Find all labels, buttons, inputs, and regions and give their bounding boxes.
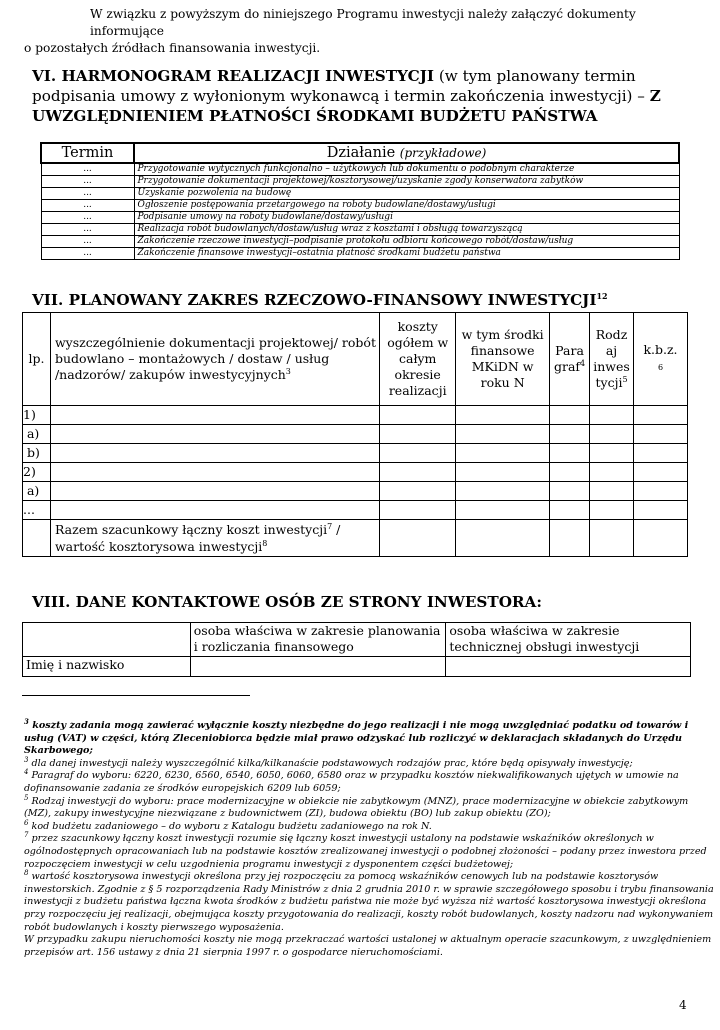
scope-row (23, 463, 688, 482)
schedule-row (41, 236, 679, 248)
footnote-6-num: 6 (24, 818, 29, 827)
scope-cell[interactable] (550, 501, 590, 520)
schedule-activity: Przygotowanie wytycznych funkcjonalno – użytkowych lub dokumentu o podobnym charakterze (134, 163, 679, 176)
scope-col-description-label: wyszczególnienie dokumentacji projektowej/ robót budowlano – montażowych / dostaw / usług /nadzorów/ zakupów inwestycyjnych (54, 335, 376, 382)
contact-corner (23, 623, 191, 657)
schedule-term: ... (41, 163, 134, 176)
scope-cell[interactable] (456, 406, 550, 425)
footnote-8 (24, 868, 714, 934)
footnote-5 (24, 793, 714, 821)
scope-cell[interactable] (380, 406, 456, 425)
footnote-separator (22, 695, 250, 696)
scope-cell[interactable] (380, 463, 456, 482)
schedule-activity: Uzyskanie pozwolenia na budowę (134, 188, 679, 200)
section-7-heading (32, 291, 608, 309)
scope-row-lp: 1) (23, 406, 51, 425)
scope-row (23, 482, 688, 501)
scope-cell[interactable] (550, 425, 590, 444)
scope-cell[interactable] (50, 406, 379, 425)
footnotes (24, 716, 714, 959)
footnote-5-num: 5 (24, 793, 29, 802)
scope-col-paragraph-sup: 4 (580, 358, 586, 368)
intro-paragraph (24, 6, 694, 57)
scope-total-label-1: Razem szacunkowy łączny koszt inwestycji (54, 522, 328, 537)
footnote-3-num: 3 (24, 716, 29, 726)
scope-col-lp: lp. (23, 313, 51, 406)
schedule-col-termin: Termin (41, 143, 134, 163)
scope-cell[interactable] (590, 444, 634, 463)
footnote-4 (24, 770, 714, 795)
scope-cell[interactable] (550, 482, 590, 501)
scope-cell[interactable] (456, 520, 550, 557)
scope-cell[interactable] (590, 482, 634, 501)
scope-cell[interactable] (380, 425, 456, 444)
scope-cell[interactable] (50, 501, 379, 520)
contact-row-name-label: Imię i nazwisko (23, 657, 191, 677)
footnote-3b-num: 3 (24, 755, 29, 764)
footnote-8-text: wartość kosztorysowa inwestycji określona przy jej rozpoczęciu za pomocą wskaźników cenowych lub na podstawie kosztorysów inwestorskich. Zgodnie z § 5 rozporządzenia Rady Ministrów z dnia 2 grudnia 2010 r. w sprawie szczegółowego sposobu i trybu finansowania inwestycji z budżetu państwa łączna kwota środków z budżetu państwa nie może być wyższa niż wartość kosztorysowa inwestycji określona przy rozpoczęciu jej realizacji, obejmująca koszty przygotowania do realizacji, koszty robót budowlanych, koszty nadzoru nad wykonywaniem robót budowlanych i koszty pierwszego wyposażenia. (24, 871, 714, 933)
scope-total-label-2: / wartość kosztorysowa inwestycji (54, 522, 341, 554)
scope-cell[interactable] (380, 520, 456, 557)
footnote-4-num: 4 (24, 768, 29, 777)
scope-cell[interactable] (634, 425, 688, 444)
scope-col-type-label: Rodz aj inwes tycji (593, 327, 630, 390)
scope-col-kbz (634, 313, 688, 406)
schedule-term: ... (41, 236, 134, 248)
scope-col-type-sup: 5 (622, 374, 628, 384)
footnote-3b (24, 755, 714, 771)
schedule-term: ... (41, 212, 134, 224)
scope-total-sup-1: 7 (327, 521, 333, 531)
contact-table (22, 622, 691, 677)
scope-row (23, 406, 688, 425)
section-6-title-tail: Z UWZGLĘDNIENIEM PŁATNOŚCI ŚRODKAMI BUDŻETU PAŃSTWA (32, 87, 661, 125)
scope-cell[interactable] (634, 482, 688, 501)
schedule-col-dzialanie-label: Działanie (326, 145, 396, 161)
scope-cell[interactable] (380, 444, 456, 463)
schedule-col-dzialanie-note: (przykładowe) (399, 146, 487, 160)
scope-col-kbz-label: k.b.z. (643, 342, 678, 357)
footnote-5-text: Rodzaj inwestycji do wyboru: prace modernizacyjne w obiekcie nie zabytkowym (MNZ), prace modernizacyjne w obiekcie zabytkowym (MZ), zakupy inwestycyjne niezwiązane z budownictwem (ZI), budowa obiektu (BO) lub zakup obiektu (ZO); (24, 795, 689, 820)
schedule-term: ... (41, 188, 134, 200)
footnote-7-text: przez szacunkowy łączny koszt inwestycji rozumie się łączny koszt inwestycji ustalony na podstawie wskaźników określonych w ogólnodostępnych opracowaniach lub na podstawie kosztów zrealizowanej inwestycji o podobnej złożoności – podany przez inwestora przed rozpoczęciem inwestycji w celu uzgodnienia programu inwestycji z dysponentem części budżetowej; (24, 833, 707, 870)
scope-cell[interactable] (550, 406, 590, 425)
scope-col-mkidn: w tym środki finansowe MKiDN w roku N (456, 313, 550, 406)
footnote-3 (24, 716, 714, 758)
schedule-activity: Zakończenie finansowe inwestycji–ostatnia płatność środkami budżetu państwa (134, 248, 679, 260)
scope-col-type (590, 313, 634, 406)
contact-name-finance[interactable] (190, 657, 446, 677)
scope-row-lp: a) (23, 425, 51, 444)
section-6-heading (32, 66, 692, 126)
contact-col-finance: osoba właściwa w zakresie planowania i rozliczania finansowego (190, 623, 446, 657)
scope-col-paragraph-label: Para graf (553, 343, 584, 374)
scope-col-description (50, 313, 379, 406)
scope-total-label (50, 520, 379, 557)
scope-cell[interactable] (550, 520, 590, 557)
scope-total-sup-2: 8 (262, 538, 268, 548)
section-7-title-sup: 12 (596, 290, 608, 301)
scope-cell[interactable] (590, 520, 634, 557)
schedule-activity: Ogłoszenie postępowania przetargowego na roboty budowlane/dostawy/usługi (134, 200, 679, 212)
page-number: 4 (679, 998, 687, 1012)
scope-cell[interactable] (456, 482, 550, 501)
schedule-row (41, 248, 679, 260)
section-6-title: VI. HARMONOGRAM REALIZACJI INWESTYCJI (32, 67, 434, 85)
intro-line-1: W związku z powyższym do niniejszego Programu inwestycji należy załączyć dokumenty informujące (90, 7, 636, 38)
footnote-6 (24, 818, 714, 834)
schedule-row (41, 163, 679, 176)
footnote-7 (24, 833, 714, 871)
scope-row-lp: b) (23, 444, 51, 463)
scope-cell[interactable] (634, 463, 688, 482)
schedule-term: ... (41, 200, 134, 212)
schedule-row (41, 200, 679, 212)
schedule-table (40, 142, 680, 260)
section-8-heading: VIII. DANE KONTAKTOWE OSÓB ZE STRONY INWESTORA: (32, 593, 542, 611)
scope-cell[interactable] (50, 425, 379, 444)
scope-cell[interactable] (550, 463, 590, 482)
scope-col-total-cost: koszty ogółem w całym okresie realizacji (380, 313, 456, 406)
scope-row-lp: ... (23, 501, 51, 520)
scope-cell[interactable] (590, 463, 634, 482)
footnote-8-num: 8 (24, 868, 29, 877)
footnote-9: W przypadku zakupu nieruchomości koszty nie mogą przekraczać wartości ustalonej w aktualnym operacie szacunkowym, z uwzględnieniem przepisów art. 156 ustawy z dnia 21 sierpnia 1997 r. o gospodarce nieruchomościami. (24, 934, 712, 958)
scope-cell[interactable] (456, 501, 550, 520)
scope-cell[interactable] (380, 482, 456, 501)
footnote-4-text: Paragraf do wyboru: 6220, 6230, 6560, 6540, 6050, 6060, 6580 oraz w przypadku kosztów niekwalifikowanych ujętych w umowie na dofinansowanie zadania ze środków europejskich 6209 lub 6059; (24, 770, 679, 794)
scope-total-row (23, 520, 688, 557)
schedule-term: ... (41, 224, 134, 236)
scope-cell[interactable] (456, 463, 550, 482)
scope-cell[interactable] (50, 482, 379, 501)
scope-cell[interactable] (590, 425, 634, 444)
scope-col-kbz-sup: 6 (657, 363, 664, 372)
scope-cell[interactable] (634, 406, 688, 425)
scope-cell[interactable] (590, 501, 634, 520)
schedule-term: ... (41, 248, 134, 260)
scope-cell[interactable] (634, 444, 688, 463)
scope-total-lp (23, 520, 51, 557)
scope-cell[interactable] (550, 444, 590, 463)
scope-row (23, 444, 688, 463)
schedule-activity: Podpisanie umowy na roboty budowlane/dostawy/usługi (134, 212, 679, 224)
scope-cell[interactable] (634, 520, 688, 557)
scope-cell[interactable] (380, 501, 456, 520)
footnote-6-text: kod budżetu zadaniowego – do wyboru z Katalogu budżetu zadaniowego na rok N. (31, 820, 432, 832)
scope-table (22, 312, 688, 557)
schedule-term: ... (41, 176, 134, 188)
scope-row-lp: a) (23, 482, 51, 501)
schedule-activity: Realizacja robót budowlanych/dostaw/usług wraz z kosztami i obsługą towarzyszącą (134, 224, 679, 236)
scope-cell[interactable] (456, 425, 550, 444)
schedule-row (41, 212, 679, 224)
scope-cell[interactable] (50, 444, 379, 463)
scope-col-description-sup: 3 (285, 366, 291, 376)
section-7-title: VII. PLANOWANY ZAKRES RZECZOWO-FINANSOWY INWESTYCJI (32, 291, 597, 309)
schedule-activity: Przygotowanie dokumentacji projektowej/kosztorysowej/uzyskanie zgody konserwatora zabytków (134, 176, 679, 188)
schedule-activity: Zakończenie rzeczowe inwestycji–podpisanie protokołu odbioru końcowego robót/dostaw/usług (134, 236, 679, 248)
scope-row (23, 501, 688, 520)
section-6-title-note: (w tym planowany termin podpisania umowy z wyłonionym wykonawcą i termin zakończenia inwestycji) – (32, 67, 650, 105)
footnote-3-text: koszty zadania mogą zawierać wyłącznie koszty niezbędne do jego realizacji i nie mogą uwzględniać podatku od towarów i usług (VAT) w części, którą Zleceniobiorca będzie miał prawo odzyskać lub rozliczyć w deklaracjach składanych do Urzędu Skarbowego; (24, 720, 689, 757)
scope-col-paragraph (550, 313, 590, 406)
schedule-row (41, 224, 679, 236)
schedule-col-dzialanie (134, 143, 679, 163)
scope-cell[interactable] (634, 501, 688, 520)
footnote-7-num: 7 (24, 831, 29, 840)
contact-name-technical[interactable] (446, 657, 691, 677)
scope-cell[interactable] (590, 406, 634, 425)
footnote-3b-text: dla danej inwestycji należy wyszczególnić kilka/kilkanaście podstawowych rodzajów prac, które będą opisywały inwestycję; (31, 757, 633, 769)
scope-row (23, 425, 688, 444)
schedule-row (41, 176, 679, 188)
intro-line-2: o pozostałych źródłach finansowania inwestycji. (24, 41, 321, 55)
scope-row-lp: 2) (23, 463, 51, 482)
scope-cell[interactable] (50, 463, 379, 482)
contact-col-technical: osoba właściwa w zakresie technicznej obsługi inwestycji (446, 623, 691, 657)
scope-cell[interactable] (456, 444, 550, 463)
schedule-row (41, 188, 679, 200)
